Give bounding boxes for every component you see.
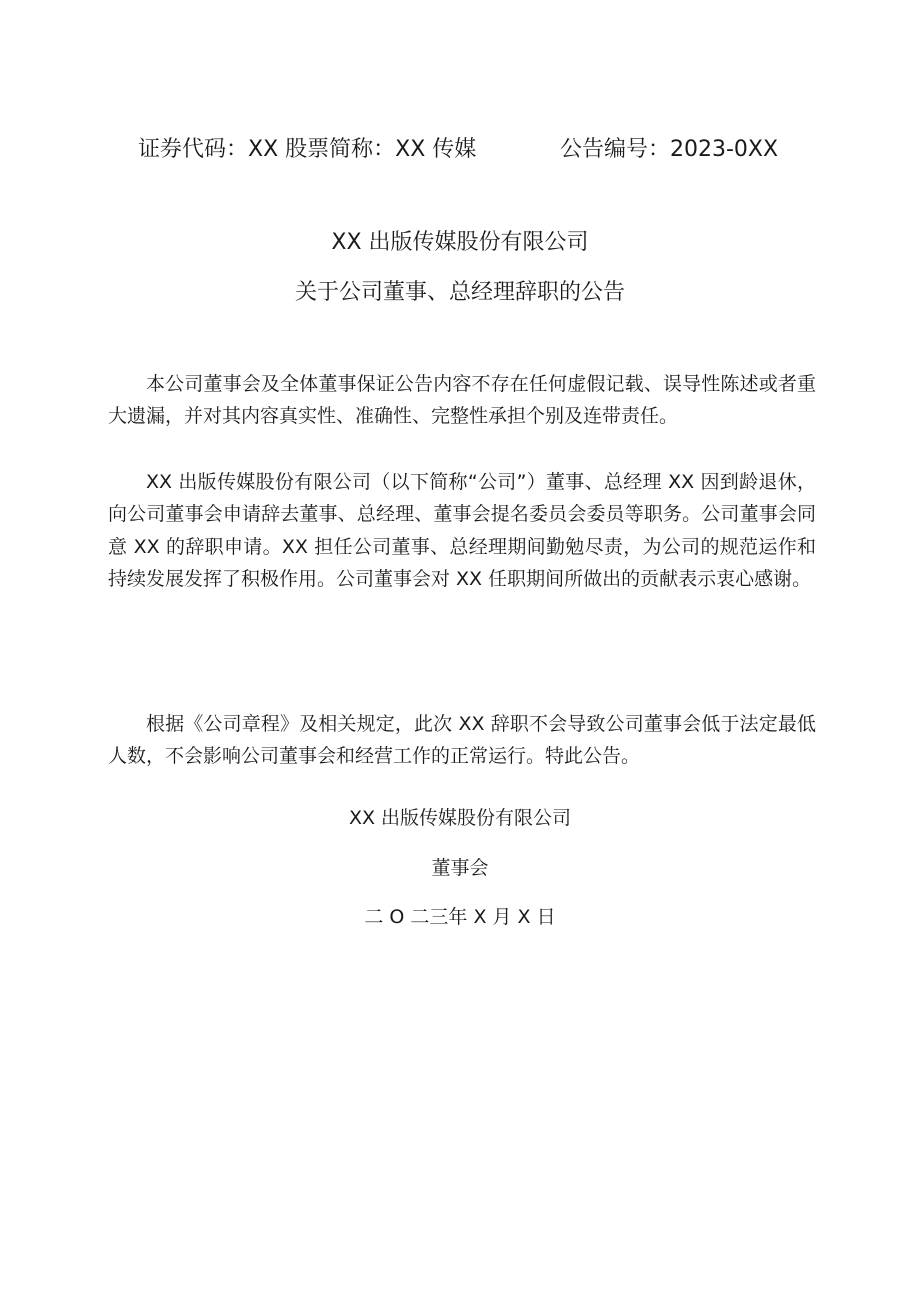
stock-code-and-name: 证券代码：XX 股票简称：XX 传媒 — [138, 137, 477, 162]
announcement-header — [0, 133, 920, 167]
body-paragraph-resignation: XX 出版传媒股份有限公司（以下简称“公司”）董事、总经理 XX 因到龄退休，向公司董事会申请辞去董事、总经理、董事会提名委员会委员等职务。公司董事会同意 XX 的辞职申请。XX 担任公司董事、总经理期间勤勉尽责，为公司的规范运作和持续发展发挥了积极作用。公司董事会对 XX 任职期间所做出的贡献表示衷心感谢。 — [108, 471, 816, 591]
notice-number: 公告编号：2023-0XX — [560, 137, 779, 162]
announcement-title: 关于公司董事、总经理辞职的公告 — [294, 280, 625, 305]
signature-board: 董事会 — [431, 857, 489, 879]
body-paragraph-impact: 根据《公司章程》及相关规定，此次 XX 辞职不会导致公司董事会低于法定最低人数，不会影响公司董事会和经营工作的正常运行。特此公告。 — [108, 713, 816, 768]
signature-date: 二 O 二三年 X 月 X 日 — [364, 906, 556, 928]
signature-company: XX 出版传媒股份有限公司 — [348, 807, 572, 829]
company-title: XX 出版传媒股份有限公司 — [331, 230, 589, 255]
body-paragraph-disclaimer: 本公司董事会及全体董事保证公告内容不存在任何虚假记载、误导性陈述或者重大遗漏，并对其内容真实性、准确性、完整性承担个别及连带责任。 — [108, 373, 816, 428]
